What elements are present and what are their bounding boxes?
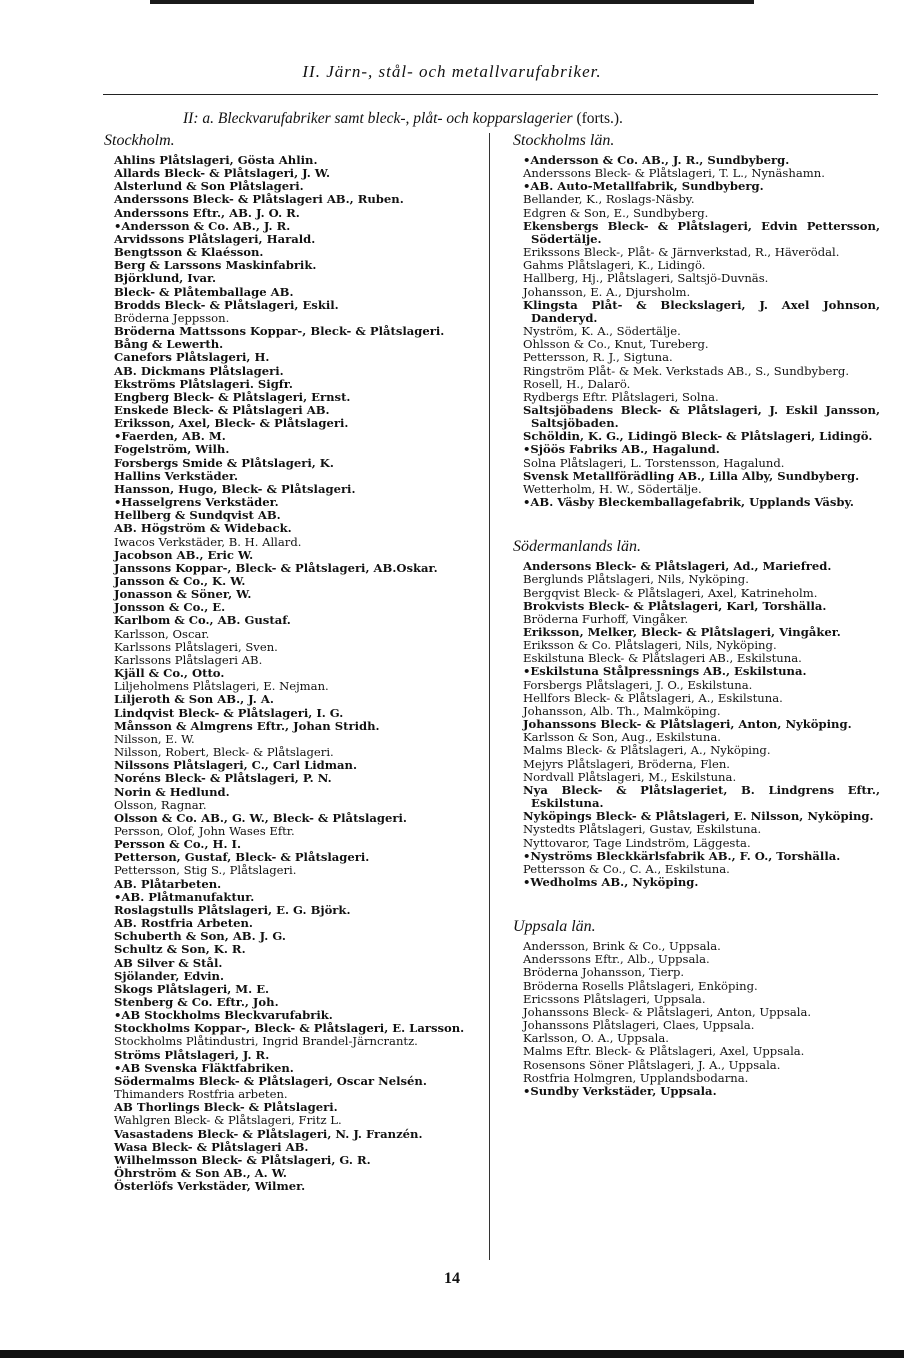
section-suffix: (forts.). xyxy=(576,110,623,127)
directory-entry: Vasastadens Bleck- & Plåtslageri, N. J. Franzén. xyxy=(114,1126,423,1141)
directory-entry: AB Thorlings Bleck- & Plåtslageri. xyxy=(114,1100,338,1115)
directory-entry: Bröderna Rosells Plåtslageri, Enköping. xyxy=(523,978,758,993)
header-rule xyxy=(103,94,878,95)
directory-entry: Arvidssons Plåtslageri, Harald. xyxy=(114,231,316,246)
directory-entry: Eriksson, Axel, Bleck- & Plåtslageri. xyxy=(114,416,349,431)
directory-entry: Pettersson, Stig S., Plåtslageri. xyxy=(114,863,297,878)
directory-entry: Bröderna Mattssons Koppar-, Bleck- & Plåtslageri. xyxy=(114,324,445,339)
directory-entry: Alsterlund & Son Plåtslageri. xyxy=(114,179,304,194)
directory-entry: Roslagstulls Plåtslageri, E. G. Björk. xyxy=(114,902,351,917)
directory-entry: Hellberg & Sundqvist AB. xyxy=(114,508,281,523)
directory-entry: Schöldin, K. G., Lidingö Bleck- & Plåtslageri, Lidingö. xyxy=(523,429,873,444)
directory-entry: Norin & Hedlund. xyxy=(114,784,230,799)
directory-entry: Öhrström & Son AB., A. W. xyxy=(114,1166,287,1181)
directory-entry: Liljeholmens Plåtslageri, E. Nejman. xyxy=(114,679,329,694)
directory-entry: Svensk Metallförädling AB., Lilla Alby, Sundbyberg. xyxy=(523,468,860,483)
region-title-stockholms-lan: Stockholms län. xyxy=(513,132,615,149)
directory-entry: •Hasselgrens Verkstäder. xyxy=(114,495,279,510)
directory-entry: Enskede Bleck- & Plåtslageri AB. xyxy=(114,402,330,417)
column-divider xyxy=(489,133,490,1260)
directory-entry: Eriksson & Co. Plåtslageri, Nils, Nyköping. xyxy=(523,638,777,653)
directory-entry: Stockholms Koppar-, Bleck- & Plåtslageri, E. Larsson. xyxy=(114,1021,465,1036)
directory-entry: Olsson & Co. AB., G. W., Bleck- & Plåtslageri. xyxy=(114,810,407,825)
directory-entry: Andersson, Brink & Co., Uppsala. xyxy=(523,939,721,954)
directory-entry: Karlsson, Oscar. xyxy=(114,626,210,641)
directory-entry: Saltsjöbadens Bleck- & Plåtslageri, J. Eskil Jansson, Saltsjöbaden. xyxy=(523,402,880,431)
right-column xyxy=(513,131,880,1098)
running-head: II. Järn-, stål- och metallvarufabriker. xyxy=(302,62,602,81)
directory-entry: Ringström Plåt- & Mek. Verkstads AB., S., Sundbyberg. xyxy=(523,363,849,378)
directory-entry: Eskilstuna Bleck- & Plåtslageri AB., Eskilstuna. xyxy=(523,651,802,666)
directory-entry: •AB. Väsby Bleckemballagefabrik, Upplands Väsby. xyxy=(523,495,854,510)
directory-entry: Nya Bleck- & Plåtslageriet, B. Lindgrens Eftr., Eskilstuna. xyxy=(523,782,880,811)
directory-entry: Mejyrs Plåtslageri, Bröderna, Flen. xyxy=(523,756,730,771)
directory-entry: Karlssons Plåtslageri AB. xyxy=(114,652,263,667)
directory-entry: Anderssons Bleck- & Plåtslageri AB., Ruben. xyxy=(114,192,404,207)
directory-entry: AB. Högström & Wideback. xyxy=(114,521,292,536)
directory-entry: Johanssons Bleck- & Plåtslageri, Anton, Uppsala. xyxy=(523,1004,812,1019)
directory-entry: Sjölander, Edvin. xyxy=(114,968,225,983)
directory-entry: Skogs Plåtslageri, M. E. xyxy=(114,981,270,996)
directory-entry: Österlöfs Verkstäder, Wilmer. xyxy=(114,1179,306,1194)
directory-entry: •AB. Plåtmanufaktur. xyxy=(114,889,255,904)
directory-entry: Hansson, Hugo, Bleck- & Plåtslageri. xyxy=(114,481,356,496)
directory-entry: Karlssons Plåtslageri, Sven. xyxy=(114,639,278,654)
directory-entry: Schuberth & Son, AB. J. G. xyxy=(114,929,286,944)
region-title-uppsala-lan: Uppsala län. xyxy=(513,918,596,936)
region-gap xyxy=(513,889,880,917)
left-column xyxy=(104,131,480,1193)
directory-entry: Nilsson, Robert, Bleck- & Plåtslageri. xyxy=(114,745,334,760)
directory-entry: •Andersson & Co. AB., J. R. xyxy=(114,218,291,233)
directory-entry: Ekensbergs Bleck- & Plåtslageri, Edvin Pettersson, Södertälje. xyxy=(523,218,880,246)
top-edge-rule xyxy=(150,0,754,4)
directory-entry: Bröderna Furhoff, Vingåker. xyxy=(523,611,689,626)
region-title-stockholm: Stockholm. xyxy=(104,132,175,149)
directory-entry: Engberg Bleck- & Plåtslageri, Ernst. xyxy=(114,389,351,404)
directory-entry: Bröderna Jeppsson. xyxy=(114,310,230,325)
directory-entry: Solna Plåtslageri, L. Torstensson, Hagalund. xyxy=(523,455,785,470)
directory-entry: Klingsta Plåt- & Bleckslageri, J. Axel Johnson, Danderyd. xyxy=(523,297,880,325)
directory-entry: Ströms Plåtslageri, J. R. xyxy=(114,1047,270,1062)
directory-entry: Nystedts Plåtslageri, Gustav, Eskilstuna. xyxy=(523,822,762,837)
directory-entry: Persson, Olof, John Wases Eftr. xyxy=(114,823,295,838)
directory-entry: Bergqvist Bleck- & Plåtslageri, Axel, Katrineholm. xyxy=(523,585,818,600)
directory-entry: Bång & Lewerth. xyxy=(114,337,224,352)
directory-entry: Hallins Verkstäder. xyxy=(114,468,239,483)
directory-entry: Thimanders Rostfria arbeten. xyxy=(114,1087,288,1102)
directory-entry: Andersons Bleck- & Plåtslageri, Ad., Mariefred. xyxy=(523,559,832,574)
directory-entry: •AB. Auto-Metallfabrik, Sundbyberg. xyxy=(523,179,764,194)
directory-entry: Forsbergs Plåtslageri, J. O., Eskilstuna. xyxy=(523,677,753,692)
directory-entry: •Faerden, AB. M. xyxy=(114,429,226,444)
directory-entry: Anderssons Eftr., Alb., Uppsala. xyxy=(523,952,710,967)
directory-entry: Rydbergs Eftr. Plåtslageri, Solna. xyxy=(523,389,719,404)
directory-entry: Forsbergs Smide & Plåtslageri, K. xyxy=(114,455,334,470)
directory-entry: Wetterholm, H. W., Södertälje. xyxy=(523,481,702,496)
directory-entry: Edgren & Son, E., Sundbyberg. xyxy=(523,205,709,220)
directory-entry: Nordvall Plåtslageri, M., Eskilstuna. xyxy=(523,769,737,784)
directory-entry: Wahlgren Bleck- & Plåtslageri, Fritz L. xyxy=(114,1113,342,1128)
directory-entry: •Nyströms Bleckkärlsfabrik AB., F. O., Torshälla. xyxy=(523,848,841,863)
directory-entry: Malms Bleck- & Plåtslageri, A., Nyköping. xyxy=(523,743,771,758)
directory-entry: •AB Stockholms Bleckvarufabrik. xyxy=(114,1008,333,1023)
section-heading xyxy=(183,110,623,128)
directory-entry: Jacobson AB., Eric W. xyxy=(114,547,254,562)
directory-entry: Stockholms Plåtindustri, Ingrid Brandel-Järncrantz. xyxy=(114,1034,418,1049)
directory-entry: Berglunds Plåtslageri, Nils, Nyköping. xyxy=(523,572,749,587)
directory-entry: Rostfria Holmgren, Upplandsbodarna. xyxy=(523,1070,749,1085)
directory-entry: Nyköpings Bleck- & Plåtslageri, E. Nilsson, Nyköping. xyxy=(523,809,874,824)
bottom-edge-rule xyxy=(0,1350,904,1358)
directory-entry: Wilhelmsson Bleck- & Plåtslageri, G. R. xyxy=(114,1152,371,1167)
directory-entry: •Sundby Verkstäder, Uppsala. xyxy=(523,1083,717,1098)
directory-entry: Liljeroth & Son AB., J. A. xyxy=(114,692,274,707)
section-title: Bleckvarufabriker samt bleck-, plåt- och kopparslagerier xyxy=(217,110,573,127)
directory-entry: Wasa Bleck- & Plåtslageri AB. xyxy=(114,1139,309,1154)
directory-entry: Johanssons Plåtslageri, Claes, Uppsala. xyxy=(523,1018,755,1033)
directory-entry: Pettersson & Co., C. A., Eskilstuna. xyxy=(523,861,730,876)
directory-entry: AB. Dickmans Plåtslageri. xyxy=(114,363,284,378)
directory-entry: AB. Plåtarbeten. xyxy=(114,876,222,891)
directory-entry: Karlsson, O. A., Uppsala. xyxy=(523,1031,669,1046)
directory-entry: Bröderna Johansson, Tierp. xyxy=(523,965,685,980)
directory-entry: Johansson, Alb. Th., Malmköping. xyxy=(523,703,721,718)
directory-entry: AB Silver & Stål. xyxy=(114,955,223,970)
directory-entry: Karlsson & Son, Aug., Eskilstuna. xyxy=(523,730,721,745)
directory-entry: Björklund, Ivar. xyxy=(114,271,217,286)
directory-entry: •Andersson & Co. AB., J. R., Sundbyberg. xyxy=(523,153,790,167)
directory-entry: Johanssons Bleck- & Plåtslageri, Anton, Nyköping. xyxy=(523,717,852,732)
region-title-sodermanlands-lan: Södermanlands län. xyxy=(513,538,641,556)
directory-entry: Nyttovaror, Tage Lindström, Läggesta. xyxy=(523,835,751,850)
directory-entry: Bleck- & Plåtemballage AB. xyxy=(114,284,294,299)
directory-entry: Jonsson & Co., E. xyxy=(114,600,226,615)
directory-entry: Kjäll & Co., Otto. xyxy=(114,666,225,681)
directory-entry: Lindqvist Bleck- & Plåtslageri, I. G. xyxy=(114,705,344,720)
directory-entry: Malms Eftr. Bleck- & Plåtslageri, Axel, Uppsala. xyxy=(523,1044,805,1059)
region-gap xyxy=(513,509,880,537)
directory-entry: Nilssons Plåtslageri, C., Carl Lidman. xyxy=(114,758,358,773)
directory-entry: Schultz & Son, K. R. xyxy=(114,942,246,957)
directory-entry: Jansson & Co., K. W. xyxy=(114,574,246,588)
directory-entry: Bengtsson & Klaésson. xyxy=(114,245,264,260)
directory-entry: Hallberg, Hj., Plåtslageri, Saltsjö-Duvnäs. xyxy=(523,271,769,286)
page-number: 14 xyxy=(444,1270,460,1287)
directory-entry: Ahlins Plåtslageri, Gösta Ahlin. xyxy=(114,153,318,167)
directory-entry: Ericssons Plåtslageri, Uppsala. xyxy=(523,991,706,1006)
directory-entry: Bellander, K., Roslags-Näsby. xyxy=(523,192,695,207)
directory-entry: AB. Rostfria Arbeten. xyxy=(114,916,253,931)
directory-entry: Nyström, K. A., Södertälje. xyxy=(523,324,681,339)
directory-entry: Olsson, Ragnar. xyxy=(114,797,207,812)
directory-entry: Brokvists Bleck- & Plåtslageri, Karl, Torshälla. xyxy=(523,598,827,613)
directory-entry: Rosensons Söner Plåtslageri, J. A., Uppsala. xyxy=(523,1057,781,1072)
directory-entry: Ohlsson & Co., Knut, Tureberg. xyxy=(523,337,709,352)
directory-entry: Månsson & Almgrens Eftr., Johan Stridh. xyxy=(114,718,380,733)
directory-entry: Johansson, E. A., Djursholm. xyxy=(523,284,691,299)
directory-entry: Fogelström, Wilh. xyxy=(114,442,230,457)
directory-entry: Noréns Bleck- & Plåtslageri, P. N. xyxy=(114,771,332,786)
directory-entry: Eriksson, Melker, Bleck- & Plåtslageri, Vingåker. xyxy=(523,625,841,639)
directory-entry: Erikssons Bleck-, Plåt- & Järnverkstad, R., Häverödal. xyxy=(523,245,840,260)
directory-entry: Petterson, Gustaf, Bleck- & Plåtslageri. xyxy=(114,850,370,865)
directory-entry: Berg & Larssons Maskinfabrik. xyxy=(114,258,317,273)
directory-entry: Brodds Bleck- & Plåtslageri, Eskil. xyxy=(114,297,339,312)
section-prefix: II: a. xyxy=(183,110,214,127)
directory-entry: •AB Svenska Fläktfabriken. xyxy=(114,1060,294,1075)
directory-entry: Stenberg & Co. Eftr., Joh. xyxy=(114,995,279,1009)
directory-entry: Gahms Plåtslageri, K., Lidingö. xyxy=(523,258,706,273)
directory-entry: •Sjöös Fabriks AB., Hagalund. xyxy=(523,442,720,457)
directory-entry: •Wedholms AB., Nyköping. xyxy=(523,874,699,889)
directory-entry: Iwacos Verkstäder, B. H. Allard. xyxy=(114,534,302,549)
directory-entry: Canefors Plåtslageri, H. xyxy=(114,350,270,365)
directory-entry: Pettersson, R. J., Sigtuna. xyxy=(523,350,673,365)
directory-entry: •Eskilstuna Stålpressnings AB., Eskilstuna. xyxy=(523,664,807,679)
directory-entry: Jonasson & Söner, W. xyxy=(114,587,252,602)
directory-entry: Allards Bleck- & Plåtslageri, J. W. xyxy=(114,166,331,181)
directory-entry: Karlbom & Co., AB. Gustaf. xyxy=(114,613,291,628)
directory-entry: Rosell, H., Dalarö. xyxy=(523,376,631,391)
directory-entry: Södermalms Bleck- & Plåtslageri, Oscar Nelsén. xyxy=(114,1073,427,1088)
directory-entry: Ekströms Plåtslageri. Sigfr. xyxy=(114,376,293,391)
directory-entry: Nilsson, E. W. xyxy=(114,731,195,746)
directory-entry: Janssons Koppar-, Bleck- & Plåtslageri, AB.Oskar. xyxy=(114,560,438,575)
directory-entry: Anderssons Eftr., AB. J. O. R. xyxy=(114,205,300,220)
directory-entry: Persson & Co., H. I. xyxy=(114,837,241,852)
directory-entry: Anderssons Bleck- & Plåtslageri, T. L., Nynäshamn. xyxy=(523,166,825,181)
directory-entry: Hellfors Bleck- & Plåtslageri, A., Eskilstuna. xyxy=(523,690,783,705)
